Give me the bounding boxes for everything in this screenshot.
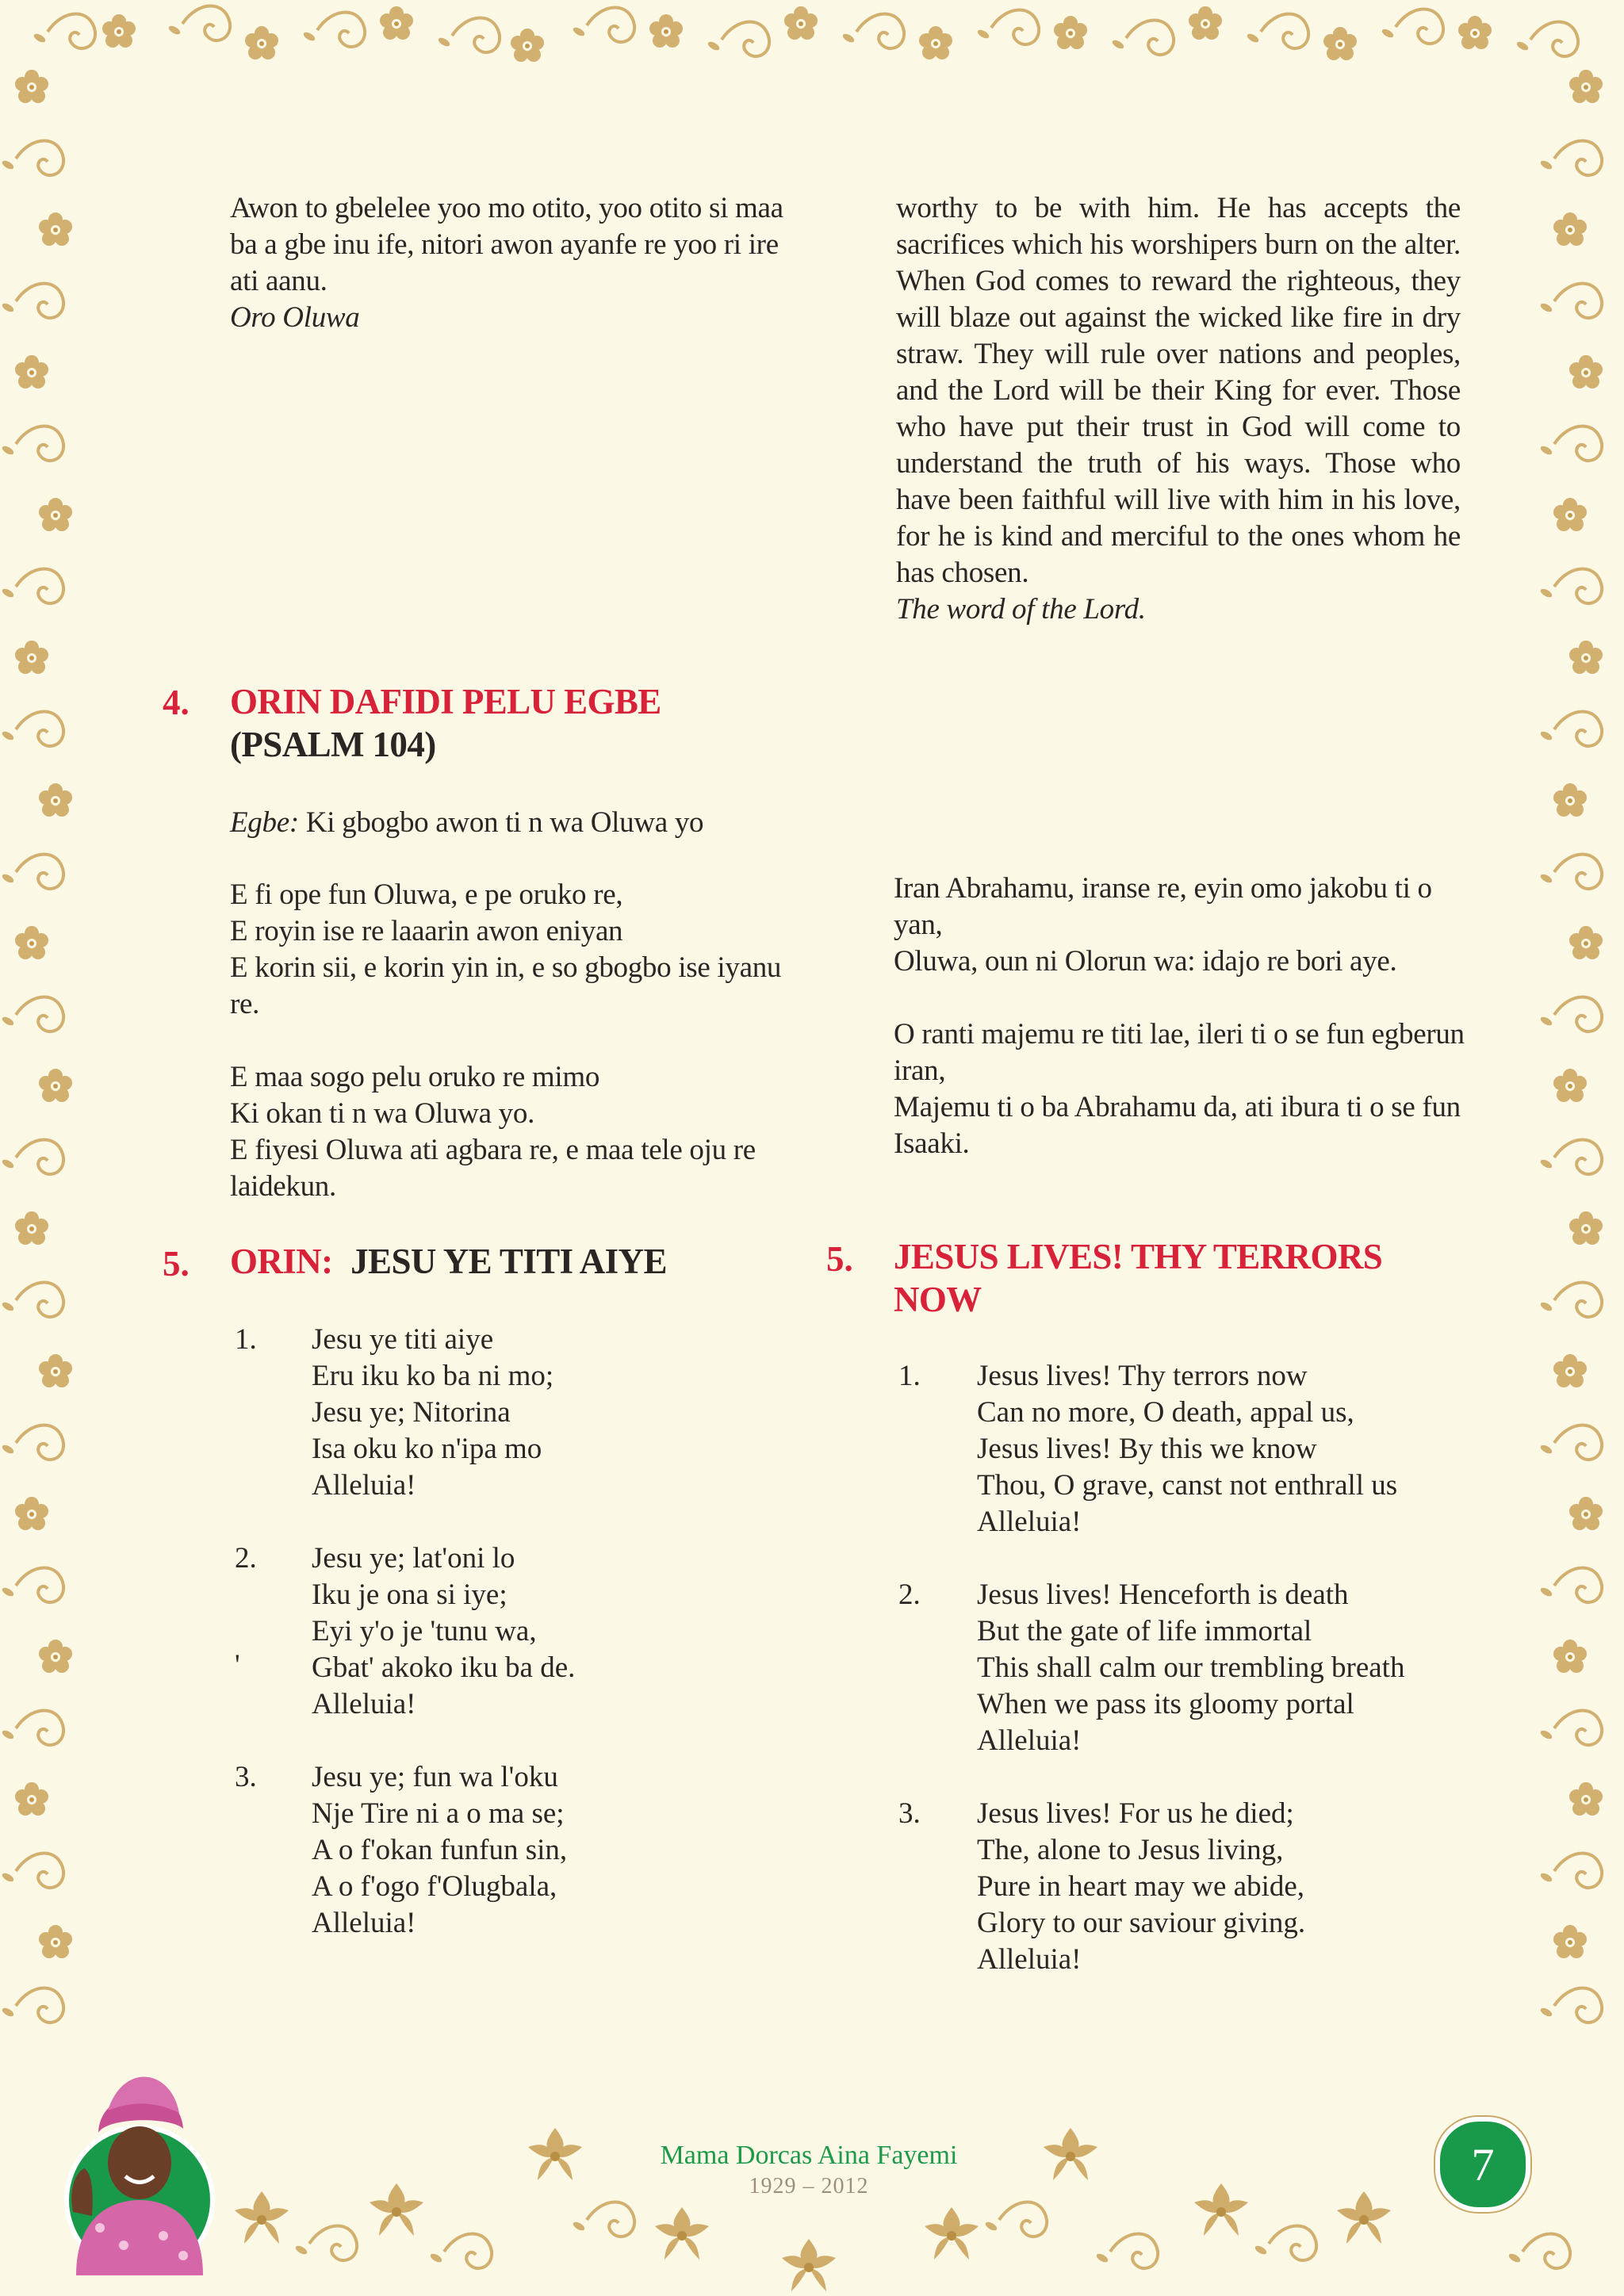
page-number-badge (1435, 2117, 1530, 2212)
column1-top-paragraph: Awon to gbelelee yoo mo otito, yoo otito si maa ba a gbe inu ife, nitori awon ayanfe re yoo ri ire ati aanu. (230, 192, 783, 297)
verse-line: Alleluia! (977, 1506, 1082, 1538)
psalm-stanza-2 (230, 1059, 801, 1205)
yoruba-verse-1-number: 1. (235, 1323, 257, 1356)
footer-years: 1929 – 2012 (749, 2174, 869, 2198)
section5-english-title-line2: NOW (894, 1280, 982, 1319)
column2-top-block (896, 190, 1461, 628)
stanza-line: O ranti majemu re titi lae, ileri ti o se fun egberun iran, (894, 1018, 1465, 1087)
section5-yoruba-title: JESU YE TITI AIYE (350, 1242, 667, 1281)
section5-yoruba-heading (230, 1240, 667, 1283)
verse-line: Isa oku ko n'ipa mo (312, 1433, 542, 1465)
stanza-line: Majemu ti o ba Abrahamu da, ati ibura ti o se fun Isaaki. (894, 1091, 1461, 1160)
verse-line: Alleluia! (312, 1469, 416, 1502)
verse-line: Alleluia! (312, 1907, 416, 1939)
section4-title: ORIN DAFIDI PELU EGBE (230, 682, 661, 721)
english-verse-2-number: 2. (898, 1578, 921, 1611)
verse-line: A o f'ogo f'Olugbala, (312, 1870, 557, 1903)
verse-line: Jesus lives! For us he died; (977, 1797, 1294, 1830)
response-text: Ki gbogbo awon ti n wa Oluwa yo (298, 806, 704, 839)
section5-yoruba-number: 5. (163, 1244, 190, 1284)
verse-line: Jesu ye; lat'oni lo (312, 1542, 515, 1575)
yoruba-verse-1 (312, 1322, 553, 1504)
stanza-line: E korin sii, e korin yin in, e so gbogbo ise iyanu re. (230, 951, 782, 1020)
psalm-stanza-4 (894, 1016, 1465, 1162)
stanza-line: Oluwa, oun ni Olorun wa: idajo re bori aye. (894, 945, 1397, 978)
column2-top-paragraph: worthy to be with him. He has accepts the sacrifices which his worshipers burn on the alter. When God comes to reward the righteous, they will blaze out against the wicked like fire in dry straw. They will rule over nations and peoples, and the Lord will be their King for ever. Those who have put their trust in God will come to understand the truth of his ways. Those who have been faithful will live with him in his love, for he is kind and merciful to the ones whom he has chosen. (896, 192, 1461, 589)
verse-line: Jesus lives! By this we know (977, 1433, 1317, 1465)
section4-response (230, 805, 801, 841)
footer-name: Mama Dorcas Aina Fayemi (660, 2141, 958, 2170)
english-verse-3 (977, 1796, 1305, 1978)
psalm-stanza-1 (230, 877, 801, 1023)
english-verse-1-number: 1. (898, 1360, 921, 1392)
section5-english-title-line1: JESUS LIVES! THY TERRORS (894, 1237, 1383, 1276)
english-verse-2 (977, 1577, 1404, 1759)
yoruba-verse-3 (312, 1759, 567, 1942)
response-label: Egbe: (230, 806, 299, 839)
verse-line: But the gate of life immortal (977, 1615, 1312, 1647)
english-verse-3-number: 3. (898, 1797, 921, 1830)
verse-line: Jesus lives! Henceforth is death (977, 1578, 1349, 1611)
stanza-line: Ki okan ti n wa Oluwa yo. (230, 1097, 535, 1130)
english-verse-1 (977, 1358, 1397, 1540)
column1-top-source: Oro Oluwa (230, 301, 360, 334)
verse-line: Alleluia! (977, 1943, 1082, 1976)
verse-line: When we pass its gloomy portal (977, 1688, 1354, 1720)
stanza-line: E fiyesi Oluwa ati agbara re, e maa tele oju re laidekun. (230, 1134, 756, 1203)
verse-line: Alleluia! (312, 1688, 416, 1720)
yoruba-verse-2-number: 2. (235, 1542, 257, 1575)
verse-line: Gbat' akoko iku ba de. (312, 1651, 576, 1684)
verse-line: A o f'okan funfun sin, (312, 1834, 568, 1866)
verse-line: Eyi y'o je 'tunu wa, (312, 1615, 537, 1647)
section5-yoruba-label: ORIN: (230, 1242, 333, 1281)
stanza-line: E maa sogo pelu oruko re mimo (230, 1061, 600, 1093)
verse-line: Jesu ye; fun wa l'oku (312, 1761, 558, 1793)
verse-line: The, alone to Jesus living, (977, 1834, 1284, 1866)
stanza-line: Iran Abrahamu, iranse re, eyin omo jakobu ti o yan, (894, 872, 1432, 941)
verse-line: Can no more, O death, appal us, (977, 1396, 1354, 1429)
yoruba-verse-2 (312, 1540, 575, 1723)
verse-line: Nje Tire ni a o ma se; (312, 1797, 565, 1830)
verse-line: Iku je ona si iye; (312, 1578, 508, 1611)
verse-line: Eru iku ko ba ni mo; (312, 1360, 554, 1392)
verse-line: Jesu ye titi aiye (312, 1323, 494, 1356)
verse-line: This shall calm our trembling breath (977, 1651, 1405, 1684)
verse-line: Jesu ye; Nitorina (312, 1396, 511, 1429)
section4-subtitle: (PSALM 104) (230, 725, 436, 764)
section5-english-number: 5. (826, 1239, 853, 1279)
verse-line: Glory to our saviour giving. (977, 1907, 1306, 1939)
verse-line: Pure in heart may we abide, (977, 1870, 1305, 1903)
section4-number: 4. (163, 683, 190, 722)
yoruba-verse-3-number: 3. (235, 1761, 257, 1793)
verse-line: Jesus lives! Thy terrors now (977, 1360, 1308, 1392)
verse-line: Thou, O grave, canst not enthrall us (977, 1469, 1398, 1502)
portrait-photo (52, 2038, 219, 2275)
stanza-line: E royin ise re laaarin awon eniyan (230, 915, 623, 947)
page-number: 7 (1471, 2138, 1495, 2191)
verse-line: Alleluia! (977, 1724, 1082, 1757)
stanza-line: E fi ope fun Oluwa, e pe oruko re, (230, 878, 623, 911)
column1-top-block (230, 190, 801, 336)
stray-mark: ' (235, 1649, 240, 1682)
column2-top-source: The word of the Lord. (896, 593, 1146, 626)
psalm-stanza-3 (894, 871, 1465, 980)
